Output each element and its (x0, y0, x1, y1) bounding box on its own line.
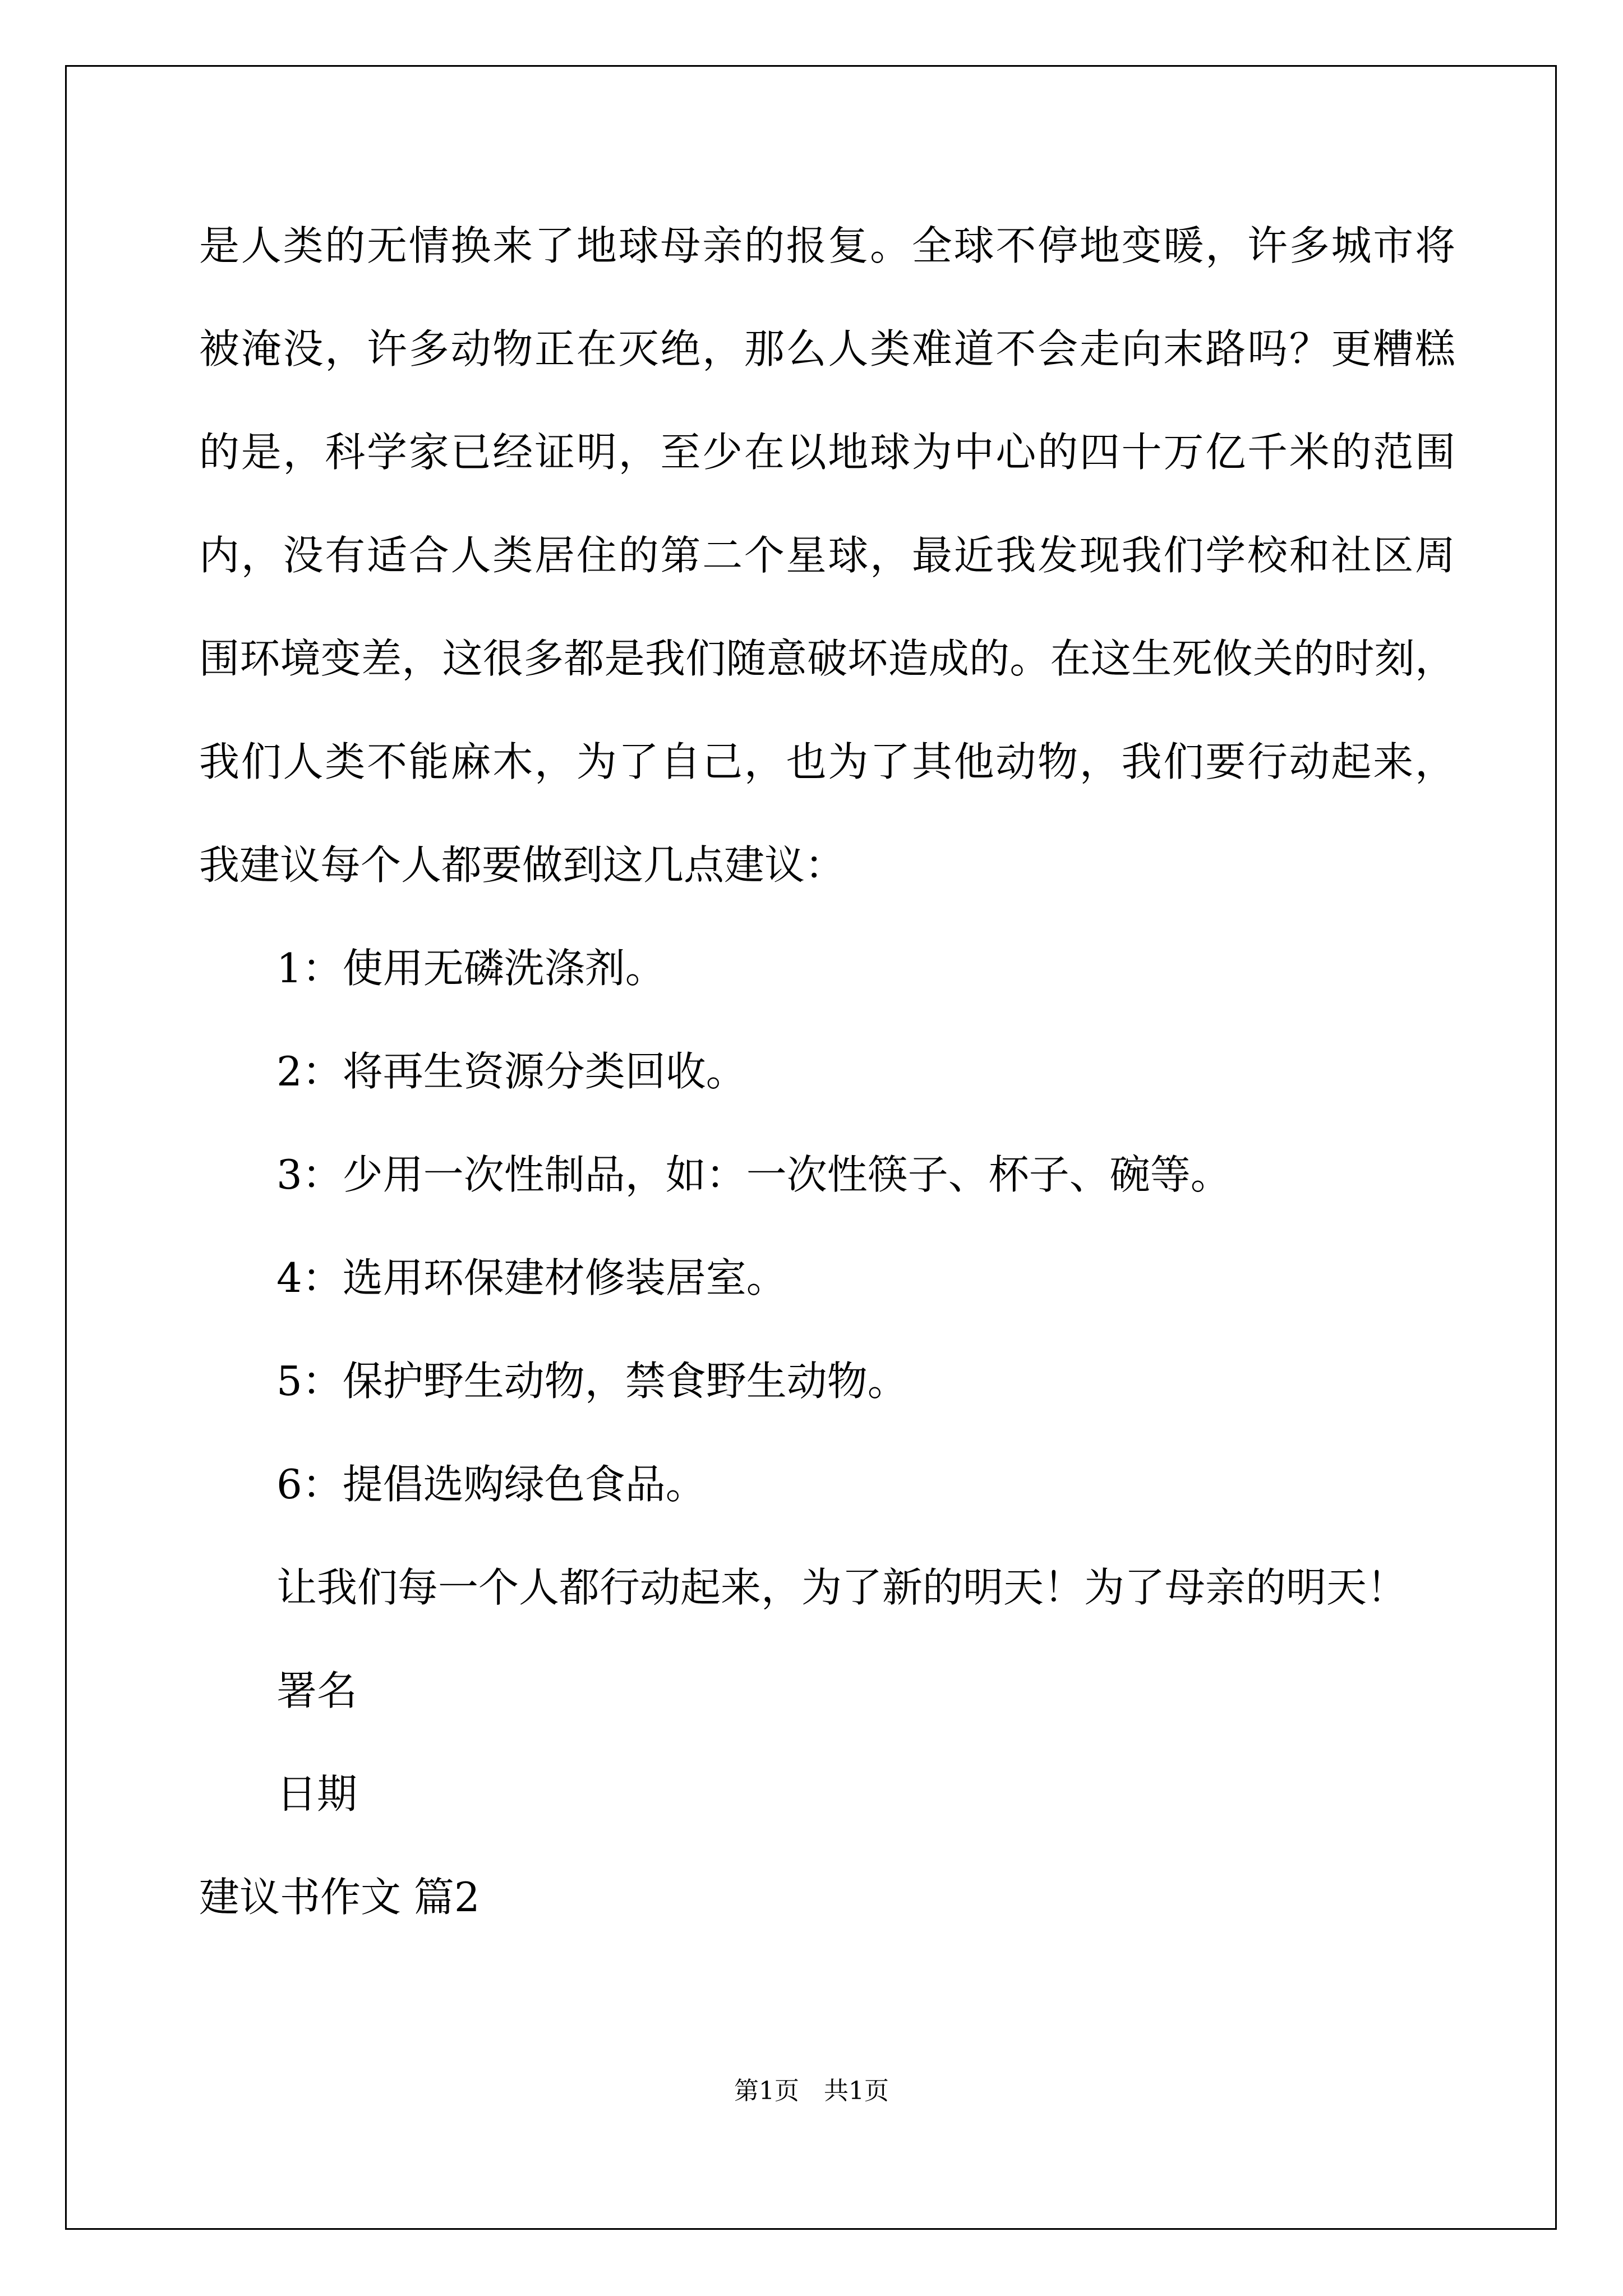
suggestion-item-6: 6：提倡选购绿色食品。 (276, 1461, 706, 1508)
paragraph-line-5: 围环境变差，这很多都是我们随意破坏造成的。在这生死攸关的时刻， (199, 635, 1455, 682)
paragraph-line-1: 是人类的无情换来了地球母亲的报复。全球不停地变暖，许多城市将 (199, 222, 1455, 269)
suggestion-item-2: 2：将再生资源分类回收。 (276, 1048, 746, 1095)
suggestion-item-4: 4：选用环保建材修装居室。 (276, 1254, 787, 1301)
signature-label: 署名 (276, 1667, 358, 1714)
paragraph-line-7: 我建议每个人都要做到这几点建议： (199, 841, 846, 889)
paragraph-line-2: 被淹没，许多动物正在灭绝，那么人类难道不会走向末路吗？更糟糕 (199, 325, 1455, 372)
page-footer: 第1页 共1页 (734, 2077, 889, 2105)
suggestion-item-5: 5：保护野生动物，禁食野生动物。 (276, 1358, 908, 1405)
date-label: 日期 (276, 1770, 358, 1818)
closing-line: 让我们每一个人都行动起来，为了新的明天！为了母亲的明天！ (276, 1564, 1408, 1611)
paragraph-line-3: 的是，科学家已经证明，至少在以地球为中心的四十万亿千米的范围 (199, 429, 1455, 476)
suggestion-item-3: 3：少用一次性制品，如：一次性筷子、杯子、碗等。 (276, 1151, 1231, 1198)
suggestion-item-1: 1：使用无磷洗涤剂。 (276, 945, 666, 992)
paragraph-line-4: 内，没有适合人类居住的第二个星球，最近我发现我们学校和社区周 (199, 532, 1455, 579)
paragraph-line-6: 我们人类不能麻木，为了自己，也为了其他动物，我们要行动起来， (199, 738, 1455, 785)
section-heading: 建议书作文 篇2 (199, 1874, 480, 1921)
